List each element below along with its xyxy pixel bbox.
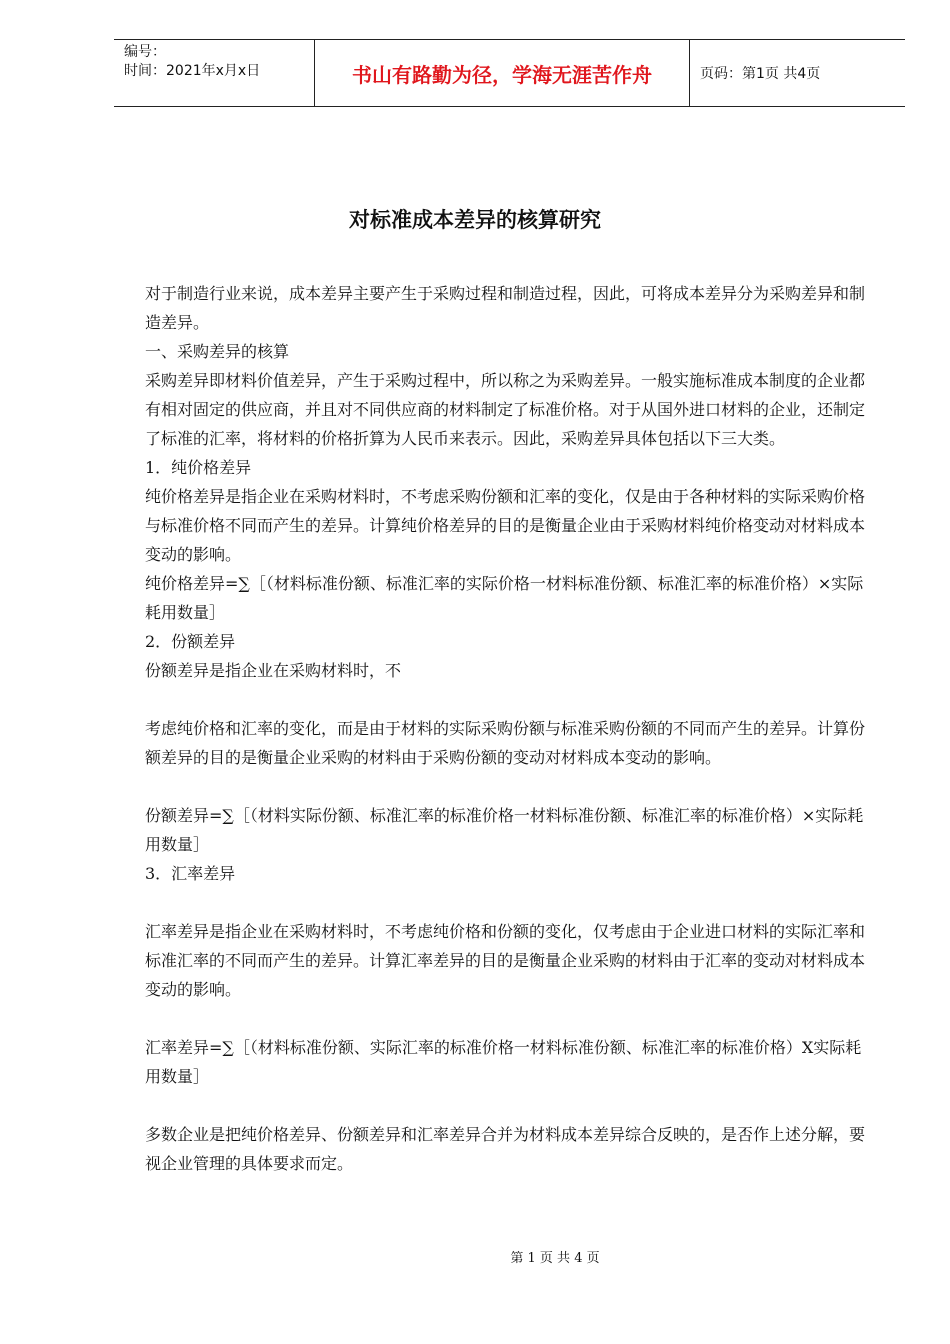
section-heading: 一、采购差异的核算 bbox=[145, 342, 290, 361]
paragraph: 纯价格差异是指企业在采购材料时，不考虑采购份额和汇率的变化，仅是由于各种材料的实际采购价格与标准价格不同而产生的差异。计算纯价格差异的目的是衡量企业由于采购材料纯价格变动对材料成本变动的影响。 bbox=[145, 487, 866, 564]
paragraph: 考虑纯价格和汇率的变化，而是由于材料的实际采购份额与标准采购份额的不同而产生的差异。计算份额差异的目的是衡量企业采购的材料由于采购份额的变动对材料成本变动的影响。 bbox=[145, 719, 866, 767]
formula: 汇率差异=∑［（材料标准份额、实际汇率的标准价格一材料标准份额、标准汇率的标准价格）X实际耗用数量］ bbox=[145, 1038, 862, 1086]
subsection-heading: 1．纯价格差异 bbox=[145, 458, 252, 477]
page-header bbox=[114, 39, 905, 107]
paragraph: 采购差异即材料价值差异，产生于采购过程中，所以称之为采购差异。一般实施标准成本制度的企业都有相对固定的供应商，并且对不同供应商的材料制定了标准价格。对于从国外进口材料的企业，还制定了标准的汇率，将材料的价格折算为人民币来表示。因此，采购差异具体包括以下三大类。 bbox=[145, 371, 866, 448]
header-number: 编号： bbox=[124, 44, 166, 60]
page-footer: 第 1 页 共 4 页 bbox=[510, 1251, 600, 1266]
subsection-heading: 3．汇率差异 bbox=[145, 864, 236, 883]
subsection-heading: 2．份额差异 bbox=[145, 632, 236, 651]
document-body bbox=[145, 279, 873, 1178]
header-motto: 书山有路勤为径，学海无涯苦作舟 bbox=[315, 40, 690, 106]
paragraph: 多数企业是把纯价格差异、份额差异和汇率差异合并为材料成本差异综合反映的，是否作上述分解，要视企业管理的具体要求而定。 bbox=[145, 1125, 866, 1173]
document-title: 对标准成本差异的核算研究 bbox=[349, 208, 601, 232]
header-date: 时间：2021年x月x日 bbox=[124, 63, 261, 79]
formula: 份额差异=∑［（材料实际份额、标准汇率的标准价格一材料标准份额、标准汇率的标准价格）×实际耗用数量］ bbox=[145, 806, 864, 854]
header-page-info: 页码：第1页 共4页 bbox=[700, 66, 821, 82]
paragraph: 汇率差异是指企业在采购材料时，不考虑纯价格和份额的变化，仅考虑由于企业进口材料的实际汇率和标准汇率的不同而产生的差异。计算汇率差异的目的是衡量企业采购的材料由于汇率的变动对材料成本变动的影响。 bbox=[145, 922, 866, 999]
paragraph: 对于制造行业来说，成本差异主要产生于采购过程和制造过程，因此，可将成本差异分为采购差异和制造差异。 bbox=[145, 284, 866, 332]
formula: 纯价格差异=∑［（材料标准份额、标准汇率的实际价格一材料标准份额、标准汇率的标准价格）×实际耗用数量］ bbox=[145, 574, 864, 622]
paragraph: 份额差异是指企业在采购材料时，不 bbox=[145, 661, 402, 680]
header-meta bbox=[114, 40, 315, 106]
